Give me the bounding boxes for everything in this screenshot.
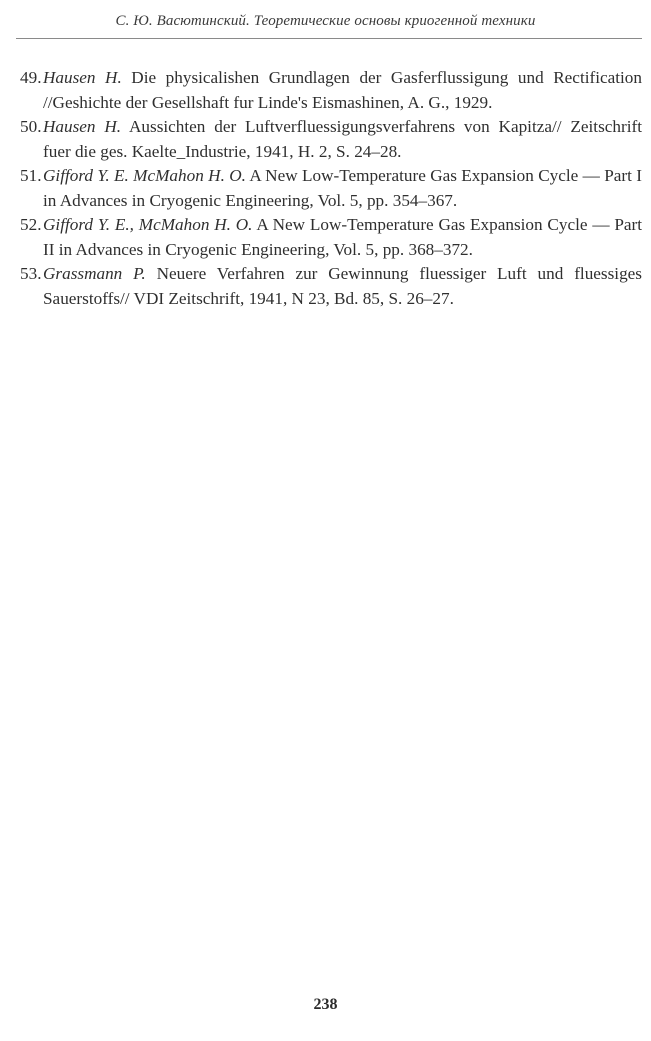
reference-text: A New Low-Temperature Gas Expansion Cycle — Part I in Advances in Cryogenic Engineering, Vol. 5, pp. 354–367.: [43, 166, 642, 210]
reference-number: 51.: [20, 166, 42, 185]
running-head: С. Ю. Васютинский. Теоретические основы криогенной техники: [115, 13, 536, 29]
reference-text: Aussichten der Luftverfluessigungsverfahrens von Kapitza// Zeitschrift fuer die ges. Kaelte_Industrie, 1941, H. 2, S. 24–28.: [43, 117, 642, 161]
reference-list: [20, 66, 642, 311]
reference-text: Die physicalishen Grundlagen der Gasferflussigung und Rectification //Geshichte der Gesellshaft fur Linde's Eismashinen, A. G., 1929.: [43, 68, 642, 112]
reference-author: Hausen H.: [43, 68, 122, 87]
reference-item-52: [20, 213, 642, 262]
reference-author: Gifford Y. E. McMahon H. O.: [43, 166, 246, 185]
reference-number: 52.: [20, 215, 42, 234]
reference-item-49: [20, 66, 642, 115]
page-number: 238: [313, 996, 338, 1013]
reference-author: Gifford Y. E., McMahon H. O.: [43, 215, 253, 234]
header-rule: [16, 38, 642, 39]
reference-text: Neuere Verfahren zur Gewinnung fluessiger Luft und fluessiges Sauerstoffs// VDI Zeitschrift, 1941, N 23, Bd. 85, S. 26–27.: [43, 264, 642, 308]
reference-item-50: [20, 115, 642, 164]
reference-number: 49.: [20, 68, 42, 87]
reference-author: Grassmann P.: [43, 264, 146, 283]
reference-text: A New Low-Temperature Gas Expansion Cycle — Part II in Advances in Cryogenic Engineering, Vol. 5, pp. 368–372.: [43, 215, 642, 259]
reference-number: 53.: [20, 264, 42, 283]
reference-item-53: [20, 262, 642, 311]
reference-item-51: [20, 164, 642, 213]
reference-number: 50.: [20, 117, 42, 136]
reference-author: Hausen H.: [43, 117, 122, 136]
